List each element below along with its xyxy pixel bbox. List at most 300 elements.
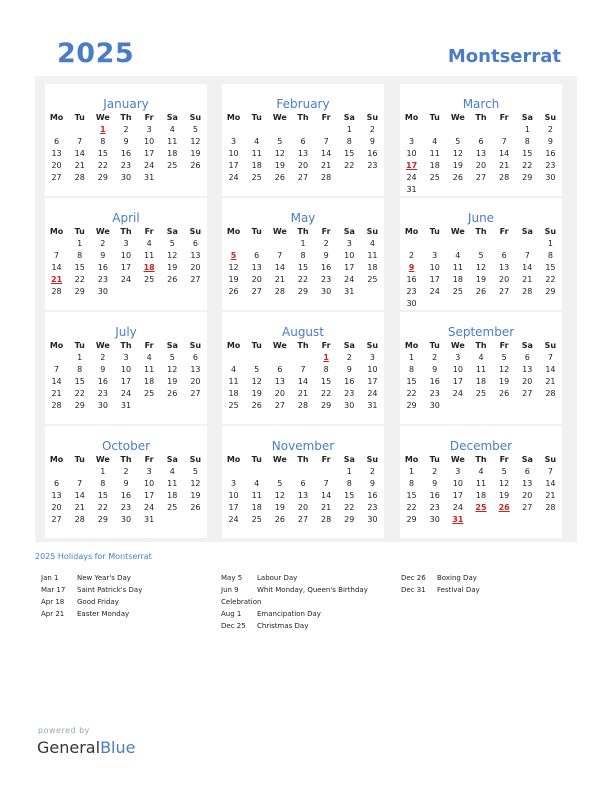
- day-cell: 18: [167, 149, 178, 158]
- day-cell: 28: [74, 173, 85, 182]
- month-grid: [45, 226, 207, 298]
- powered-by-text: powered by: [38, 726, 90, 735]
- holiday-name: Easter Monday: [77, 610, 130, 618]
- day-cell: 5: [192, 467, 198, 476]
- day-cell: 30: [120, 173, 132, 182]
- day-cell: 28: [297, 401, 309, 410]
- weekday-header: Sa: [343, 113, 355, 122]
- day-cell: 1: [346, 125, 352, 134]
- holiday-date: Aug 1: [221, 610, 242, 618]
- month-name: January: [103, 97, 149, 111]
- day-cell: 2: [409, 251, 415, 260]
- day-cell: 28: [321, 515, 332, 524]
- weekday-header: Th: [475, 113, 487, 122]
- day-cell: 20: [297, 503, 309, 512]
- day-cell: 11: [251, 149, 262, 158]
- month-name: July: [115, 325, 137, 339]
- day-cell: 8: [323, 365, 329, 374]
- weekday-header: Th: [297, 341, 309, 350]
- day-cell: 16: [367, 491, 378, 500]
- day-cell: 9: [432, 365, 438, 374]
- holiday-day-cell: 1: [323, 353, 329, 362]
- day-cell: 17: [144, 149, 155, 158]
- day-cell: 14: [545, 479, 556, 488]
- day-cell: 15: [97, 149, 108, 158]
- day-cell: 21: [545, 491, 556, 500]
- month-name: May: [290, 211, 316, 225]
- holiday-name: Boxing Day: [437, 574, 477, 582]
- empty-cell: [245, 466, 268, 478]
- month-grid: [45, 112, 207, 184]
- day-cell: 30: [429, 401, 440, 410]
- weekday-header: Mo: [226, 341, 241, 350]
- day-cell: 23: [120, 503, 132, 512]
- day-cell: 11: [167, 137, 178, 146]
- day-cell: 23: [120, 161, 132, 170]
- day-cell: 19: [475, 275, 487, 284]
- day-cell: 19: [251, 389, 262, 398]
- weekday-header: We: [95, 341, 110, 350]
- day-cell: 12: [167, 365, 178, 374]
- day-cell: 6: [524, 467, 530, 476]
- day-cell: 26: [274, 515, 285, 524]
- day-cell: 23: [429, 389, 440, 398]
- day-cell: 18: [452, 275, 463, 284]
- weekday-header: Th: [475, 455, 487, 464]
- day-cell: 31: [144, 173, 155, 182]
- day-cell: 20: [190, 263, 201, 272]
- day-cell: 26: [499, 389, 510, 398]
- day-cell: 29: [97, 515, 108, 524]
- day-cell: 15: [74, 377, 85, 386]
- holiday-date: Apr 21: [41, 610, 65, 618]
- day-cell: 24: [452, 389, 463, 398]
- day-cell: 21: [321, 161, 332, 170]
- day-cell: 6: [524, 353, 530, 362]
- day-cell: 22: [97, 503, 108, 512]
- weekday-header: Th: [120, 341, 132, 350]
- day-cell: 23: [406, 287, 417, 296]
- day-cell: 2: [369, 467, 375, 476]
- day-cell: 5: [277, 137, 283, 146]
- weekday-header: Su: [544, 113, 557, 122]
- day-cell: 22: [97, 161, 108, 170]
- holiday-day-cell: 1: [100, 125, 106, 134]
- weekday-header: We: [450, 455, 465, 464]
- weekday-header: Sa: [166, 113, 178, 122]
- day-cell: 28: [522, 287, 533, 296]
- holiday-name: New Year's Day: [77, 574, 131, 582]
- month-january: [45, 84, 207, 196]
- day-cell: 8: [547, 251, 553, 260]
- weekday-header: Tu: [251, 227, 262, 236]
- month-grid: [45, 454, 207, 526]
- weekday-header: Sa: [343, 227, 355, 236]
- day-cell: 23: [97, 275, 108, 284]
- day-cell: 10: [344, 251, 355, 260]
- empty-cell: [400, 238, 423, 250]
- day-cell: 4: [478, 353, 484, 362]
- weekday-header: Tu: [74, 341, 85, 350]
- weekday-header: Fr: [321, 341, 331, 350]
- day-cell: 6: [478, 137, 484, 146]
- day-cell: 3: [346, 239, 352, 248]
- day-cell: 8: [300, 251, 306, 260]
- weekday-header: Sa: [521, 341, 533, 350]
- holiday-name: Christmas Day: [257, 622, 309, 630]
- day-cell: 2: [369, 125, 375, 134]
- day-cell: 11: [475, 479, 487, 488]
- empty-cell: [222, 238, 245, 250]
- day-cell: 18: [167, 491, 178, 500]
- day-cell: 5: [169, 239, 175, 248]
- day-cell: 13: [522, 479, 533, 488]
- day-cell: 13: [251, 263, 262, 272]
- day-cell: 19: [274, 161, 285, 170]
- day-cell: 9: [323, 251, 329, 260]
- month-grid: [400, 226, 562, 310]
- weekday-header: Su: [189, 113, 202, 122]
- day-cell: 23: [545, 161, 556, 170]
- day-cell: 9: [547, 137, 553, 146]
- day-cell: 18: [228, 389, 239, 398]
- holiday-day-cell: 26: [498, 503, 510, 512]
- empty-cell: [222, 352, 245, 364]
- day-cell: 2: [100, 239, 106, 248]
- day-cell: 22: [344, 161, 355, 170]
- day-cell: 7: [547, 467, 553, 476]
- country-title: Montserrat: [447, 46, 561, 67]
- day-cell: 30: [545, 173, 556, 182]
- day-cell: 4: [146, 353, 152, 362]
- day-cell: 20: [297, 161, 309, 170]
- holiday-name: Emancipation Day: [257, 610, 321, 618]
- day-cell: 11: [475, 365, 487, 374]
- day-cell: 24: [344, 275, 355, 284]
- calendar-panel: [35, 76, 577, 542]
- day-cell: 17: [144, 491, 155, 500]
- day-cell: 16: [97, 377, 108, 386]
- day-cell: 6: [54, 137, 60, 146]
- weekday-header: Fr: [144, 227, 154, 236]
- day-cell: 17: [452, 491, 463, 500]
- day-cell: 1: [409, 467, 415, 476]
- day-cell: 19: [167, 377, 178, 386]
- day-cell: 2: [346, 353, 352, 362]
- day-cell: 13: [274, 377, 285, 386]
- day-cell: 7: [323, 479, 329, 488]
- day-cell: 29: [97, 173, 108, 182]
- day-cell: 24: [228, 515, 239, 524]
- month-grid: [400, 112, 562, 196]
- weekday-header: Su: [189, 455, 202, 464]
- day-cell: 7: [547, 353, 553, 362]
- day-cell: 16: [120, 149, 132, 158]
- holiday-day-cell: 31: [452, 515, 464, 524]
- day-cell: 14: [321, 149, 332, 158]
- day-cell: 16: [120, 491, 132, 500]
- day-cell: 27: [51, 515, 62, 524]
- day-cell: 21: [51, 389, 62, 398]
- month-name: December: [449, 439, 513, 453]
- empty-cell: [268, 352, 291, 364]
- month-name: February: [276, 97, 330, 111]
- day-cell: 14: [51, 377, 62, 386]
- weekday-header: Fr: [499, 227, 509, 236]
- day-cell: 28: [499, 173, 510, 182]
- weekday-header: Tu: [429, 227, 440, 236]
- day-cell: 10: [144, 479, 155, 488]
- holiday-day-cell: 18: [143, 263, 155, 272]
- day-cell: 30: [120, 515, 132, 524]
- day-cell: 22: [321, 389, 332, 398]
- day-cell: 4: [169, 125, 175, 134]
- day-cell: 27: [190, 389, 201, 398]
- empty-cell: [400, 124, 423, 136]
- day-cell: 11: [367, 251, 378, 260]
- empty-cell: [245, 124, 268, 136]
- day-cell: 24: [452, 503, 463, 512]
- day-cell: 24: [367, 389, 378, 398]
- day-cell: 30: [406, 299, 417, 308]
- weekday-header: Su: [544, 227, 557, 236]
- empty-cell: [493, 238, 516, 250]
- holiday-day-cell: 9: [408, 263, 415, 272]
- day-cell: 2: [432, 467, 438, 476]
- day-cell: 15: [406, 377, 417, 386]
- day-cell: 8: [77, 365, 83, 374]
- weekday-header: Th: [297, 455, 309, 464]
- empty-cell: [315, 124, 338, 136]
- day-cell: 26: [167, 275, 178, 284]
- day-cell: 17: [344, 263, 355, 272]
- day-cell: 1: [346, 467, 352, 476]
- day-cell: 24: [144, 503, 155, 512]
- day-cell: 21: [274, 275, 285, 284]
- weekday-header: Tu: [74, 227, 85, 236]
- weekday-header: Tu: [74, 455, 85, 464]
- day-cell: 4: [146, 239, 152, 248]
- weekday-header: We: [272, 341, 287, 350]
- day-cell: 31: [406, 185, 417, 194]
- month-grid: [222, 112, 384, 184]
- empty-cell: [469, 124, 492, 136]
- month-may: [222, 198, 384, 310]
- weekday-header: Th: [120, 227, 132, 236]
- weekday-header: Sa: [166, 227, 178, 236]
- weekday-header: Su: [189, 341, 202, 350]
- month-june: [400, 198, 562, 310]
- day-cell: 27: [297, 173, 309, 182]
- weekday-header: Mo: [49, 227, 64, 236]
- empty-cell: [423, 124, 446, 136]
- day-cell: 18: [251, 503, 262, 512]
- day-cell: 1: [547, 239, 553, 248]
- day-cell: 3: [409, 137, 415, 146]
- day-cell: 31: [120, 401, 132, 410]
- day-cell: 18: [475, 491, 487, 500]
- day-cell: 3: [455, 353, 461, 362]
- day-cell: 19: [452, 161, 463, 170]
- month-february: [222, 84, 384, 196]
- day-cell: 14: [74, 491, 85, 500]
- holiday-day-cell: 5: [230, 251, 237, 260]
- day-cell: 15: [97, 491, 108, 500]
- day-cell: 17: [228, 161, 239, 170]
- day-cell: 11: [228, 377, 239, 386]
- day-cell: 8: [100, 137, 106, 146]
- day-cell: 21: [545, 377, 556, 386]
- day-cell: 25: [144, 389, 155, 398]
- day-cell: 27: [522, 503, 533, 512]
- day-cell: 18: [367, 263, 378, 272]
- holiday-date: Apr 18: [41, 598, 65, 606]
- empty-cell: [68, 124, 91, 136]
- empty-cell: [45, 124, 68, 136]
- day-cell: 10: [228, 149, 239, 158]
- day-cell: 9: [369, 137, 375, 146]
- empty-cell: [291, 466, 314, 478]
- month-name: April: [112, 211, 140, 225]
- weekday-header: Mo: [404, 227, 419, 236]
- day-cell: 1: [77, 239, 83, 248]
- day-cell: 10: [406, 149, 417, 158]
- weekday-header: Tu: [251, 455, 262, 464]
- day-cell: 7: [323, 137, 329, 146]
- day-cell: 25: [167, 503, 178, 512]
- day-cell: 2: [547, 125, 553, 134]
- day-cell: 4: [455, 251, 461, 260]
- empty-cell: [469, 238, 492, 250]
- brand-logo[interactable]: [37, 738, 135, 757]
- holiday-date: Jan 1: [41, 574, 59, 582]
- weekday-header: Fr: [321, 113, 331, 122]
- empty-cell: [516, 238, 539, 250]
- day-cell: 19: [190, 491, 201, 500]
- weekday-header: Th: [297, 227, 309, 236]
- day-cell: 9: [123, 479, 129, 488]
- day-cell: 24: [228, 173, 239, 182]
- day-cell: 28: [274, 287, 285, 296]
- day-cell: 6: [192, 353, 198, 362]
- holiday-date: Dec 25: [221, 622, 246, 630]
- day-cell: 25: [367, 275, 378, 284]
- day-cell: 17: [228, 503, 239, 512]
- holiday-day-cell: 25: [475, 503, 487, 512]
- month-december: [400, 426, 562, 538]
- day-cell: 14: [297, 377, 309, 386]
- month-july: [45, 312, 207, 424]
- weekday-header: Tu: [429, 113, 440, 122]
- day-cell: 8: [409, 365, 415, 374]
- day-cell: 12: [499, 365, 510, 374]
- day-cell: 29: [545, 287, 556, 296]
- day-cell: 14: [51, 263, 62, 272]
- day-cell: 20: [274, 389, 285, 398]
- empty-cell: [315, 466, 338, 478]
- day-cell: 29: [74, 401, 85, 410]
- weekday-header: Mo: [404, 341, 419, 350]
- month-grid: [222, 454, 384, 526]
- day-cell: 15: [406, 491, 417, 500]
- month-name: June: [467, 211, 495, 225]
- day-cell: 9: [369, 479, 375, 488]
- weekday-header: Th: [475, 227, 487, 236]
- day-cell: 26: [167, 389, 178, 398]
- day-cell: 30: [321, 287, 332, 296]
- day-cell: 22: [344, 503, 355, 512]
- day-cell: 19: [228, 275, 239, 284]
- day-cell: 12: [274, 491, 285, 500]
- empty-cell: [45, 238, 68, 250]
- day-cell: 11: [251, 491, 262, 500]
- day-cell: 13: [522, 365, 533, 374]
- day-cell: 13: [190, 365, 201, 374]
- empty-cell: [446, 238, 469, 250]
- day-cell: 20: [522, 377, 533, 386]
- day-cell: 27: [297, 515, 309, 524]
- day-cell: 18: [429, 161, 440, 170]
- day-cell: 6: [54, 479, 60, 488]
- holiday-day-cell: 21: [51, 275, 63, 284]
- day-cell: 27: [274, 401, 285, 410]
- day-cell: 28: [74, 515, 85, 524]
- day-cell: 17: [120, 263, 132, 272]
- day-cell: 4: [254, 479, 260, 488]
- day-cell: 15: [344, 491, 355, 500]
- day-cell: 12: [452, 149, 463, 158]
- day-cell: 22: [74, 275, 85, 284]
- empty-cell: [245, 238, 268, 250]
- day-cell: 9: [432, 479, 438, 488]
- weekday-header: We: [272, 455, 287, 464]
- day-cell: 5: [169, 353, 175, 362]
- day-cell: 5: [277, 479, 283, 488]
- day-cell: 14: [274, 263, 285, 272]
- day-cell: 25: [144, 275, 155, 284]
- weekday-header: Su: [366, 113, 379, 122]
- holiday-date: Dec 31: [401, 586, 426, 594]
- day-cell: 16: [429, 377, 440, 386]
- day-cell: 28: [51, 287, 62, 296]
- day-cell: 21: [321, 503, 332, 512]
- day-cell: 13: [475, 149, 487, 158]
- weekday-header: Sa: [343, 341, 355, 350]
- day-cell: 11: [167, 479, 178, 488]
- day-cell: 10: [452, 479, 463, 488]
- weekday-header: We: [450, 341, 465, 350]
- day-cell: 24: [429, 287, 440, 296]
- day-cell: 5: [455, 137, 461, 146]
- day-cell: 7: [77, 137, 83, 146]
- day-cell: 6: [300, 137, 306, 146]
- day-cell: 5: [192, 125, 198, 134]
- day-cell: 7: [54, 251, 60, 260]
- day-cell: 22: [297, 275, 309, 284]
- day-cell: 29: [321, 401, 332, 410]
- day-cell: 3: [231, 479, 237, 488]
- day-cell: 14: [321, 491, 332, 500]
- empty-cell: [423, 238, 446, 250]
- day-cell: 7: [524, 251, 530, 260]
- day-cell: 28: [545, 503, 556, 512]
- day-cell: 22: [522, 161, 533, 170]
- weekday-header: Su: [366, 455, 379, 464]
- day-cell: 25: [429, 173, 440, 182]
- day-cell: 25: [167, 161, 178, 170]
- day-cell: 12: [190, 479, 201, 488]
- month-grid: [222, 226, 384, 298]
